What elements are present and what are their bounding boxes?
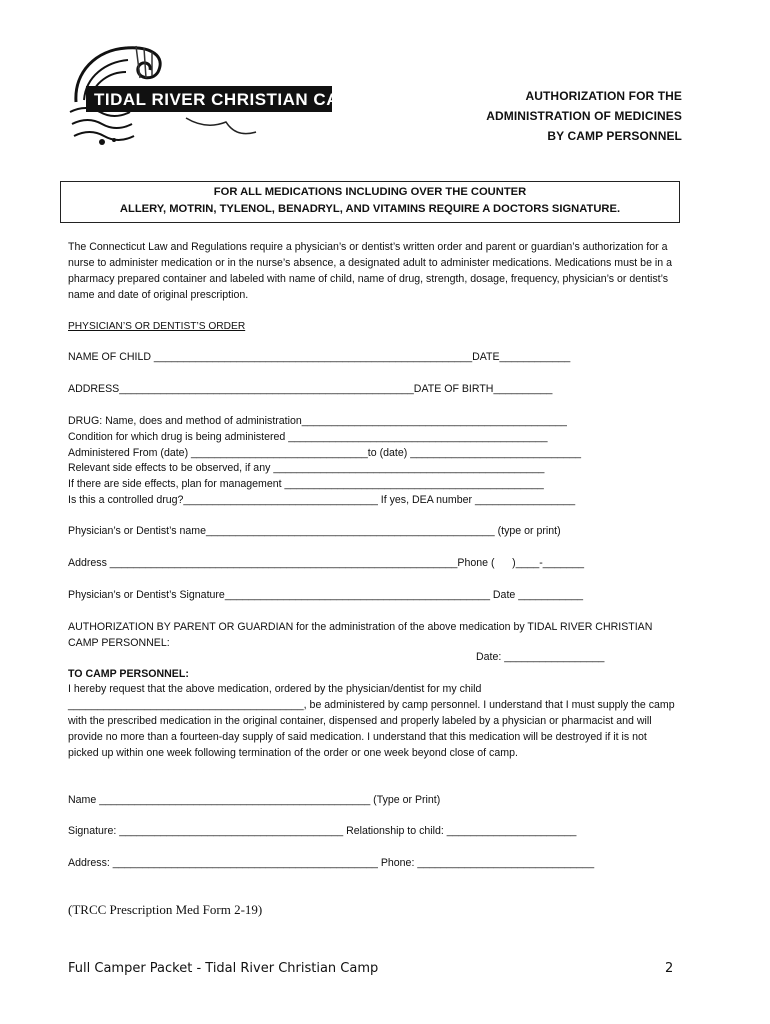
side-effects-field[interactable]: Relevant side effects to be observed, if any ______________________________________________ [68, 462, 545, 474]
parent-authorization-text: AUTHORIZATION BY PARENT OR GUARDIAN for the administration of the above medication by TIDAL RIVER CHRISTIAN CAMP PERSONNEL: [68, 621, 653, 649]
intro-paragraph: The Connecticut Law and Regulations require a physician’s or dentist’s written order and parent or guardian’s authorization for a nurse to administer medication or in the nurse’s absence, a designated adult to administer medications. Medications must be in a pharmacy prepared container and labeled with name of child, name of drug, strength, dosage, frequency, physician’s or dentist’s name and date of original prescription. [68, 241, 672, 301]
logo-text: TIDAL RIVER CHRISTIAN CAMP [94, 90, 366, 109]
administered-dates-field[interactable]: Administered From (date) ______________________________to (date) _____________________________ [68, 447, 582, 459]
notice-line-1: FOR ALL MEDICATIONS INCLUDING OVER THE COUNTER [213, 186, 527, 198]
parent-signature-field[interactable]: Signature: ______________________________________ Relationship to child: ______________________ [68, 825, 577, 837]
controlled-drug-field[interactable]: Is this a controlled drug?_________________________________ If yes, DEA number _________________ [68, 494, 576, 506]
child-address-field[interactable]: ADDRESS__________________________________________________DATE OF BIRTH__________ [68, 383, 553, 395]
page-number: 2 [665, 961, 674, 976]
footer-text: Full Camper Packet - Tidal River Christian Camp [68, 961, 379, 976]
parent-date-field[interactable]: Date: _________________ [476, 651, 605, 663]
parent-request-text: I hereby request that the above medication, ordered by the physician/dentist for my child ________________________________________, be administered by camp personnel. I understand that I must supply the camp with the prescribed medication in the original container, dispensed and properly labeled by a physician or pharmacist and will provide no more than a fourteen-day supply of said medication. I understand that this medication will be destroyed if it is not picked up within one week following termination of the order or one week beyond close of camp. [68, 683, 675, 759]
form-id: (TRCC Prescription Med Form 2-19) [68, 902, 263, 917]
notice-line-2: ALLERY, MOTRIN, TYLENOL, BENADRYL, AND VITAMINS REQUIRE A DOCTORS SIGNATURE. [119, 203, 621, 215]
doctor-signature-notice [60, 181, 680, 223]
drug-field[interactable]: DRUG: Name, does and method of administration_____________________________________________ [68, 415, 567, 427]
to-camp-heading: TO CAMP PERSONNEL: [68, 668, 189, 680]
parent-name-field[interactable]: Name ______________________________________________ (Type or Print) [68, 794, 441, 806]
doctor-signature-field[interactable]: Physician’s or Dentist’s Signature_____________________________________________ Date ___________ [68, 589, 584, 601]
doctor-name-field[interactable]: Physician’s or Dentist’s name_________________________________________________ (type or print) [68, 525, 561, 537]
title-line-1: AUTHORIZATION FOR THE [525, 89, 682, 103]
title-line-3: BY CAMP PERSONNEL [547, 129, 682, 143]
parent-address-field[interactable]: Address: _____________________________________________ Phone: ______________________________ [68, 857, 595, 869]
form-title [486, 86, 682, 146]
camp-logo [66, 42, 366, 150]
management-plan-field[interactable]: If there are side effects, plan for management ____________________________________________ [68, 478, 544, 490]
physician-order-heading: PHYSICIAN’S OR DENTIST’S ORDER [68, 321, 246, 332]
child-name-field[interactable]: NAME OF CHILD ______________________________________________________DATE____________ [68, 351, 571, 363]
condition-field[interactable]: Condition for which drug is being administered ____________________________________________ [68, 431, 548, 443]
title-line-2: ADMINISTRATION OF MEDICINES [486, 109, 682, 123]
doctor-address-field[interactable]: Address ___________________________________________________________Phone ( )____-_______ [68, 557, 585, 569]
